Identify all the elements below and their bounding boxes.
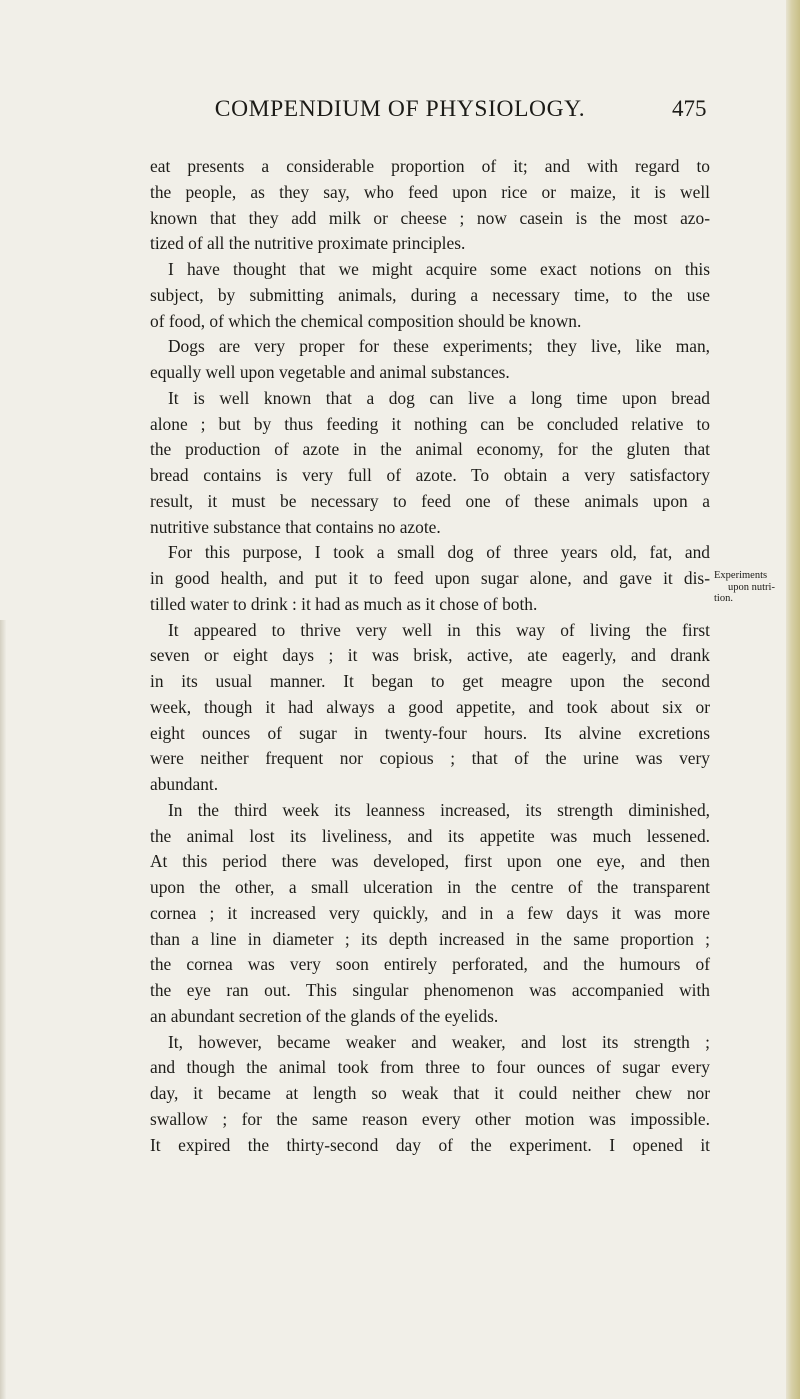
text-line: than a line in diameter ; its depth increased in the same proportion ; — [150, 928, 710, 949]
text-line: At this period there was developed, first upon one eye, and then — [150, 851, 710, 872]
text-line: I have thought that we might acquire some exact notions on this — [168, 259, 710, 279]
text-line: abundant. — [150, 774, 219, 794]
margin-note — [714, 570, 794, 605]
text-line: bread contains is very full of azote. To obtain a very satisfactory — [150, 465, 710, 485]
text-line: upon the other, a small ulceration in the centre of the transparent — [150, 877, 710, 897]
text-line: result, it must be necessary to feed one of these animals upon a — [150, 490, 710, 511]
page-number: 475 — [672, 96, 707, 121]
text-line: For this purpose, I took a small dog of three years old, fat, and — [168, 542, 710, 563]
text-line: the animal lost its liveliness, and its appetite was much lessened. — [150, 825, 710, 846]
header-title: COMPENDIUM OF PHYSIOLOGY. — [214, 96, 586, 122]
text-line: It, however, became weaker and weaker, and lost its strength ; — [168, 1031, 710, 1052]
text-line: the production of azote in the animal economy, for the gluten that — [150, 439, 710, 460]
text-line: cornea ; it increased very quickly, and in a few days it was more — [150, 902, 710, 923]
text-line: eat presents a considerable proportion of it; and with regard to — [150, 156, 710, 176]
text-line: equally well upon vegetable and animal substances. — [150, 362, 510, 382]
running-header — [0, 96, 800, 136]
text-line: alone ; but by thus feeding it nothing can be concluded relative to — [150, 413, 710, 434]
text-line: in its usual manner. It began to get meagre upon the second — [150, 671, 710, 691]
text-line: in good health, and put it to feed upon sugar alone, and gave it dis- — [150, 568, 710, 588]
gutter-shadow — [0, 620, 6, 1399]
text-line: tized of all the nutritive proximate principles. — [150, 233, 466, 254]
margin-note-line: upon nutri- — [728, 581, 775, 593]
margin-note-line: Experiments — [714, 570, 768, 581]
text-line: It expired the thirty-second day of the experiment. I opened it — [150, 1134, 710, 1155]
text-line: eight ounces of sugar in twenty-four hours. Its alvine excretions — [150, 722, 710, 743]
page-edge — [786, 0, 800, 1399]
text-line: were neither frequent nor copious ; that of the urine was very — [150, 748, 710, 769]
text-line: subject, by submitting animals, during a necessary time, to the use — [150, 284, 710, 305]
text-line: known that they add milk or cheese ; now casein is the most azo- — [150, 207, 710, 228]
margin-note-line: tion. — [714, 593, 733, 604]
body-text — [150, 154, 710, 1158]
text-line: swallow ; for the same reason every other motion was impossible. — [150, 1108, 710, 1129]
text-line: In the third week its leanness increased, its strength diminished, — [168, 799, 710, 820]
text-line: an abundant secretion of the glands of the eyelids. — [150, 1005, 499, 1026]
text-line: It is well known that a dog can live a long time upon bread — [168, 387, 710, 408]
text-line: of food, of which the chemical composition should be known. — [150, 310, 582, 331]
text-line: It appeared to thrive very well in this way of living the first — [168, 619, 710, 640]
text-line: seven or eight days ; it was brisk, active, ate eagerly, and drank — [150, 645, 710, 666]
text-line: the people, as they say, who feed upon rice or maize, it is well — [150, 181, 710, 202]
text-line: the cornea was very soon entirely perforated, and the humours of — [150, 954, 710, 975]
text-line: day, it became at length so weak that it could neither chew nor — [150, 1083, 710, 1103]
text-line: nutritive substance that contains no azote. — [150, 516, 441, 537]
text-line: tilled water to drink : it had as much as it chose of both. — [150, 593, 538, 614]
text-line: Dogs are very proper for these experiments; they live, like man, — [168, 336, 710, 357]
text-line: the eye ran out. This singular phenomenon was accompanied with — [150, 980, 710, 1000]
text-line: and though the animal took from three to four ounces of sugar every — [150, 1057, 710, 1078]
text-line: week, though it had always a good appetite, and took about six or — [150, 696, 710, 717]
